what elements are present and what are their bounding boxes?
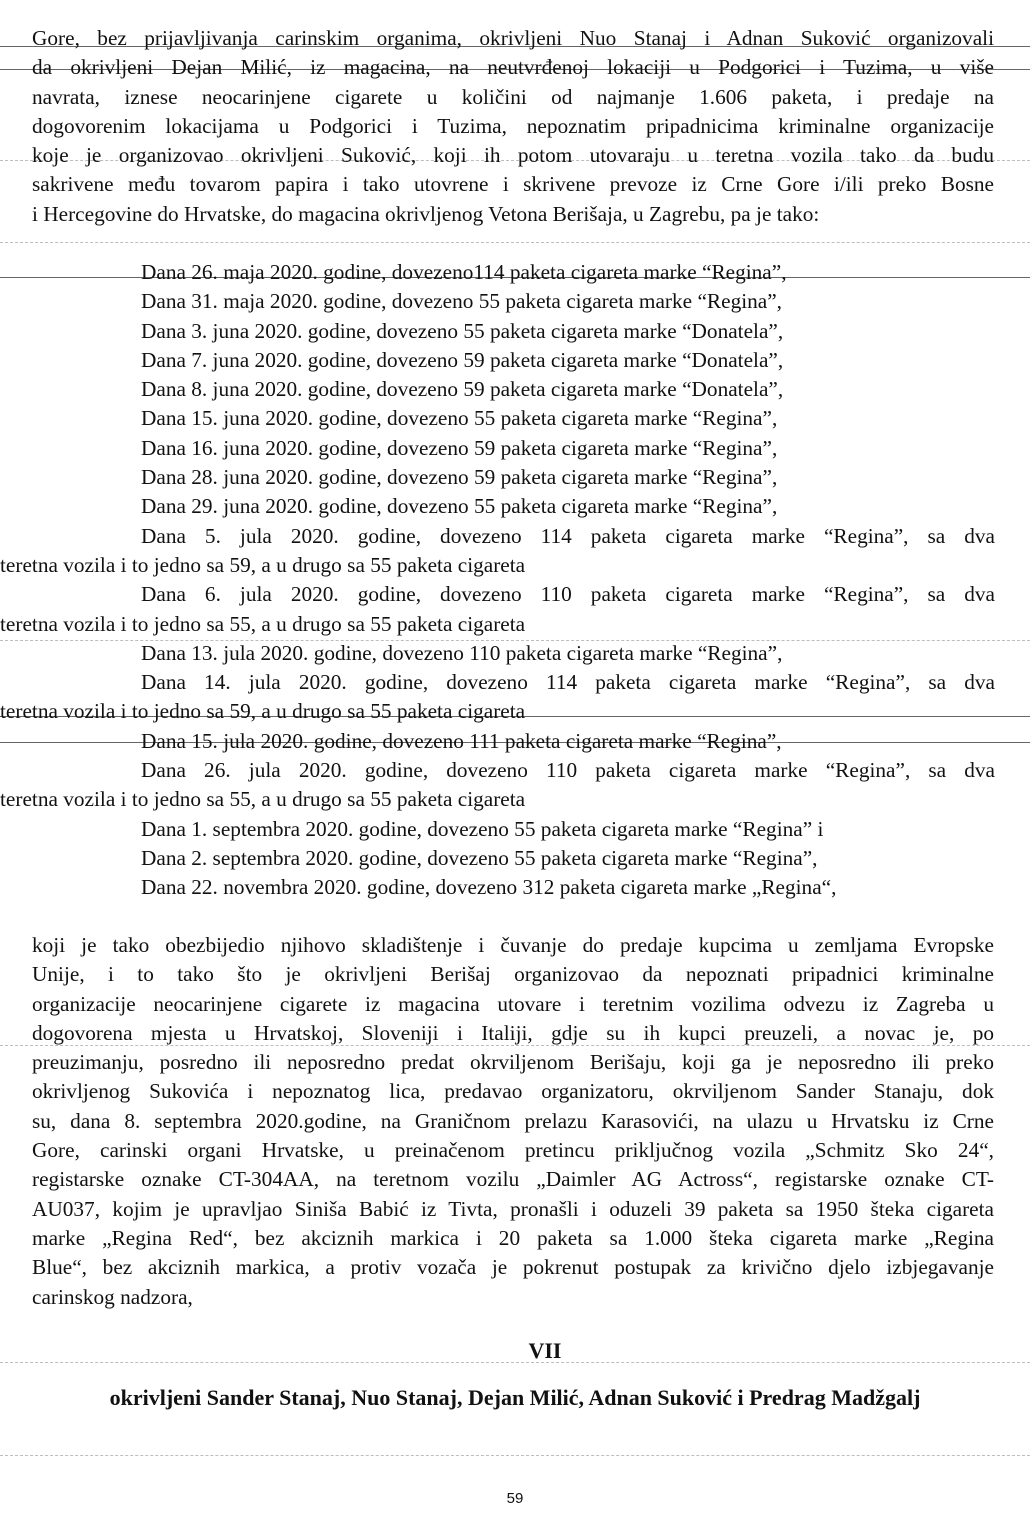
text-line: Gore, carinski organi Hrvatske, u preinačenom pretincu priključnog vozila „Schmitz Sko 24“,: [32, 1138, 994, 1163]
delivery-item: [141, 434, 995, 463]
delivery-item: [141, 815, 995, 844]
delivery-item: [0, 756, 995, 815]
text-line: AU037, kojim je upravljao Siniša Babić iz Tivta, pronašli i oduzeli 39 paketa sa 1950 šteka cigareta: [32, 1196, 994, 1221]
text-line: navrata, iznese neocarinjene cigarete u količini od najmanje 1.606 paketa, i predaje na: [32, 84, 994, 109]
delivery-line: Dana 13. jula 2020. godine, dovezeno 110 paketa cigareta marke “Regina”,: [141, 640, 783, 665]
text-line: sakrivene među tovarom papira i tako utovrene i skrivene prevoze iz Crne Gore i/ili preko Bosne: [32, 172, 994, 197]
delivery-item: [141, 317, 995, 346]
delivery-item: [0, 580, 995, 639]
text-line: preuzimanju, posredno ili neposredno predat okrviljenom Berišaju, koji ga je neposredno ili preko: [32, 1050, 994, 1075]
delivery-item: [141, 404, 995, 433]
section-number: VII: [528, 1338, 562, 1363]
text-line: dogovorenim lokacijama u Podgorici i Tuzima, nepoznatim pripadnicima kriminalne organizacije: [32, 113, 994, 138]
delivery-item: [141, 463, 995, 492]
text-line: koji je tako obezbijedio njihovo skladištenje i čuvanje do predaje kupcima u zemljama Evropske: [32, 933, 994, 957]
text-line: dogovorena mjesta u Hrvatskoj, Sloveniji i Italiji, gdje su ih kupci preuzeli, a novac je, po: [32, 1020, 994, 1045]
text-line: marke „Regina Red“, bez akciznih markica i 20 paketa sa 1.000 šteka cigareta marke „Regina: [32, 1225, 994, 1250]
text-line: Blue“, bez akciznih markica, a protiv vozača je pokrenut postupak za krivično djelo izbjegavanje: [32, 1255, 994, 1280]
delivery-line: Dana 7. juna 2020. godine, dovezeno 59 paketa cigareta marke “Donatela”,: [141, 347, 784, 372]
text-line: okrivljenog Sukovića i nepoznatog lica, predavao organizatoru, okrviljenom Sander Stanaju, dok: [32, 1079, 994, 1104]
delivery-item: [0, 668, 995, 727]
text-line: carinskog nadzora,: [32, 1284, 193, 1309]
delivery-item: [141, 873, 995, 902]
delivery-item: [141, 727, 995, 756]
paragraph-storage: [32, 931, 994, 1312]
text-line: da okrivljeni Dejan Milić, iz magacina, na neutvrđenoj lokaciji u Podgorici i Tuzima, u više: [32, 55, 994, 80]
delivery-list: [0, 258, 995, 903]
delivery-line: Dana 6. jula 2020. godine, dovezeno 110 paketa cigareta marke “Regina”, sa dva: [141, 582, 995, 607]
delivery-line: teretna vozila i to jedno sa 59, a u drugo sa 55 paketa cigareta: [0, 699, 526, 724]
delivery-item: [141, 844, 995, 873]
delivery-line: Dana 16. juna 2020. godine, dovezeno 59 paketa cigareta marke “Regina”,: [141, 435, 778, 460]
delivery-item: [141, 287, 995, 316]
page-number: 59: [506, 1490, 524, 1507]
delivery-line: Dana 26. maja 2020. godine, dovezeno114 paketa cigareta marke “Regina”,: [141, 260, 787, 284]
delivery-line: teretna vozila i to jedno sa 55, a u drugo sa 55 paketa cigareta: [0, 611, 526, 636]
text-line: Gore, bez prijavljivanja carinskim organima, okrivljeni Nuo Stanaj i Adnan Suković organizovali: [32, 26, 994, 50]
delivery-line: Dana 14. jula 2020. godine, dovezeno 114 paketa cigareta marke “Regina”, sa dva: [141, 670, 995, 695]
delivery-line: Dana 29. juna 2020. godine, dovezeno 55 paketa cigareta marke “Regina”,: [141, 494, 778, 519]
delivery-line: teretna vozila i to jedno sa 55, a u drugo sa 55 paketa cigareta: [0, 787, 526, 812]
delivery-line: Dana 26. jula 2020. godine, dovezeno 110 paketa cigareta marke “Regina”, sa dva: [141, 758, 995, 783]
delivery-line: Dana 15. jula 2020. godine, dovezeno 111 paketa cigareta marke “Regina”,: [141, 728, 782, 753]
delivery-item: [141, 375, 995, 404]
delivery-line: Dana 22. novembra 2020. godine, dovezeno 312 paketa cigareta marke „Regina“,: [141, 875, 837, 900]
text-line: i Hercegovine do Hrvatske, do magacina okrivljenog Vetona Berišaja, u Zagrebu, pa je tako:: [32, 201, 820, 226]
delivery-line: Dana 15. juna 2020. godine, dovezeno 55 paketa cigareta marke “Regina”,: [141, 406, 778, 431]
text-line: Unije, i to tako što je okrivljeni Berišaj organizovao da nepoznati pripadnici kriminalne: [32, 962, 994, 987]
paragraph-intro: [32, 24, 994, 229]
scan-line: [0, 242, 1030, 243]
text-line: registarske oznake CT-304AA, na teretnom vozilu „Daimler AG Actross“, registarske oznake CT-: [32, 1167, 994, 1192]
delivery-line: Dana 3. juna 2020. godine, dovezeno 55 paketa cigareta marke “Donatela”,: [141, 318, 784, 343]
delivery-line: Dana 5. jula 2020. godine, dovezeno 114 paketa cigareta marke “Regina”, sa dva: [141, 523, 995, 548]
text-line: koje je organizovao okrivljeni Suković, koji ih potom utovaraju u teretna vozila tako da budu: [32, 143, 994, 168]
delivery-line: teretna vozila i to jedno sa 59, a u drugo sa 55 paketa cigareta: [0, 552, 526, 577]
delivery-line: Dana 31. maja 2020. godine, dovezeno 55 paketa cigareta marke “Regina”,: [141, 289, 783, 314]
scan-line: [0, 1455, 1030, 1456]
delivery-item: [0, 522, 995, 581]
text-line: organizacije neocarinjene cigarete iz magacina utovare i teretnim vozilima odvezu iz Zagreba u: [32, 991, 994, 1016]
delivery-line: Dana 2. septembra 2020. godine, dovezeno 55 paketa cigareta marke “Regina”,: [141, 845, 818, 870]
delivery-item: [141, 639, 995, 668]
delivery-item: [141, 258, 995, 287]
delivery-line: Dana 8. juna 2020. godine, dovezeno 59 paketa cigareta marke “Donatela”,: [141, 377, 784, 402]
delivery-line: Dana 28. juna 2020. godine, dovezeno 59 paketa cigareta marke “Regina”,: [141, 465, 778, 490]
delivery-item: [141, 346, 995, 375]
text-line: su, dana 8. septembra 2020.godine, na Graničnom prelazu Karasovići, na ulazu u Hrvatsku iz Crne: [32, 1108, 994, 1133]
delivery-item: [141, 492, 995, 521]
delivery-line: Dana 1. septembra 2020. godine, dovezeno 55 paketa cigareta marke “Regina” i: [141, 816, 824, 841]
section-heading: okrivljeni Sander Stanaj, Nuo Stanaj, Dejan Milić, Adnan Suković i Predrag Madžgalj: [109, 1385, 921, 1410]
